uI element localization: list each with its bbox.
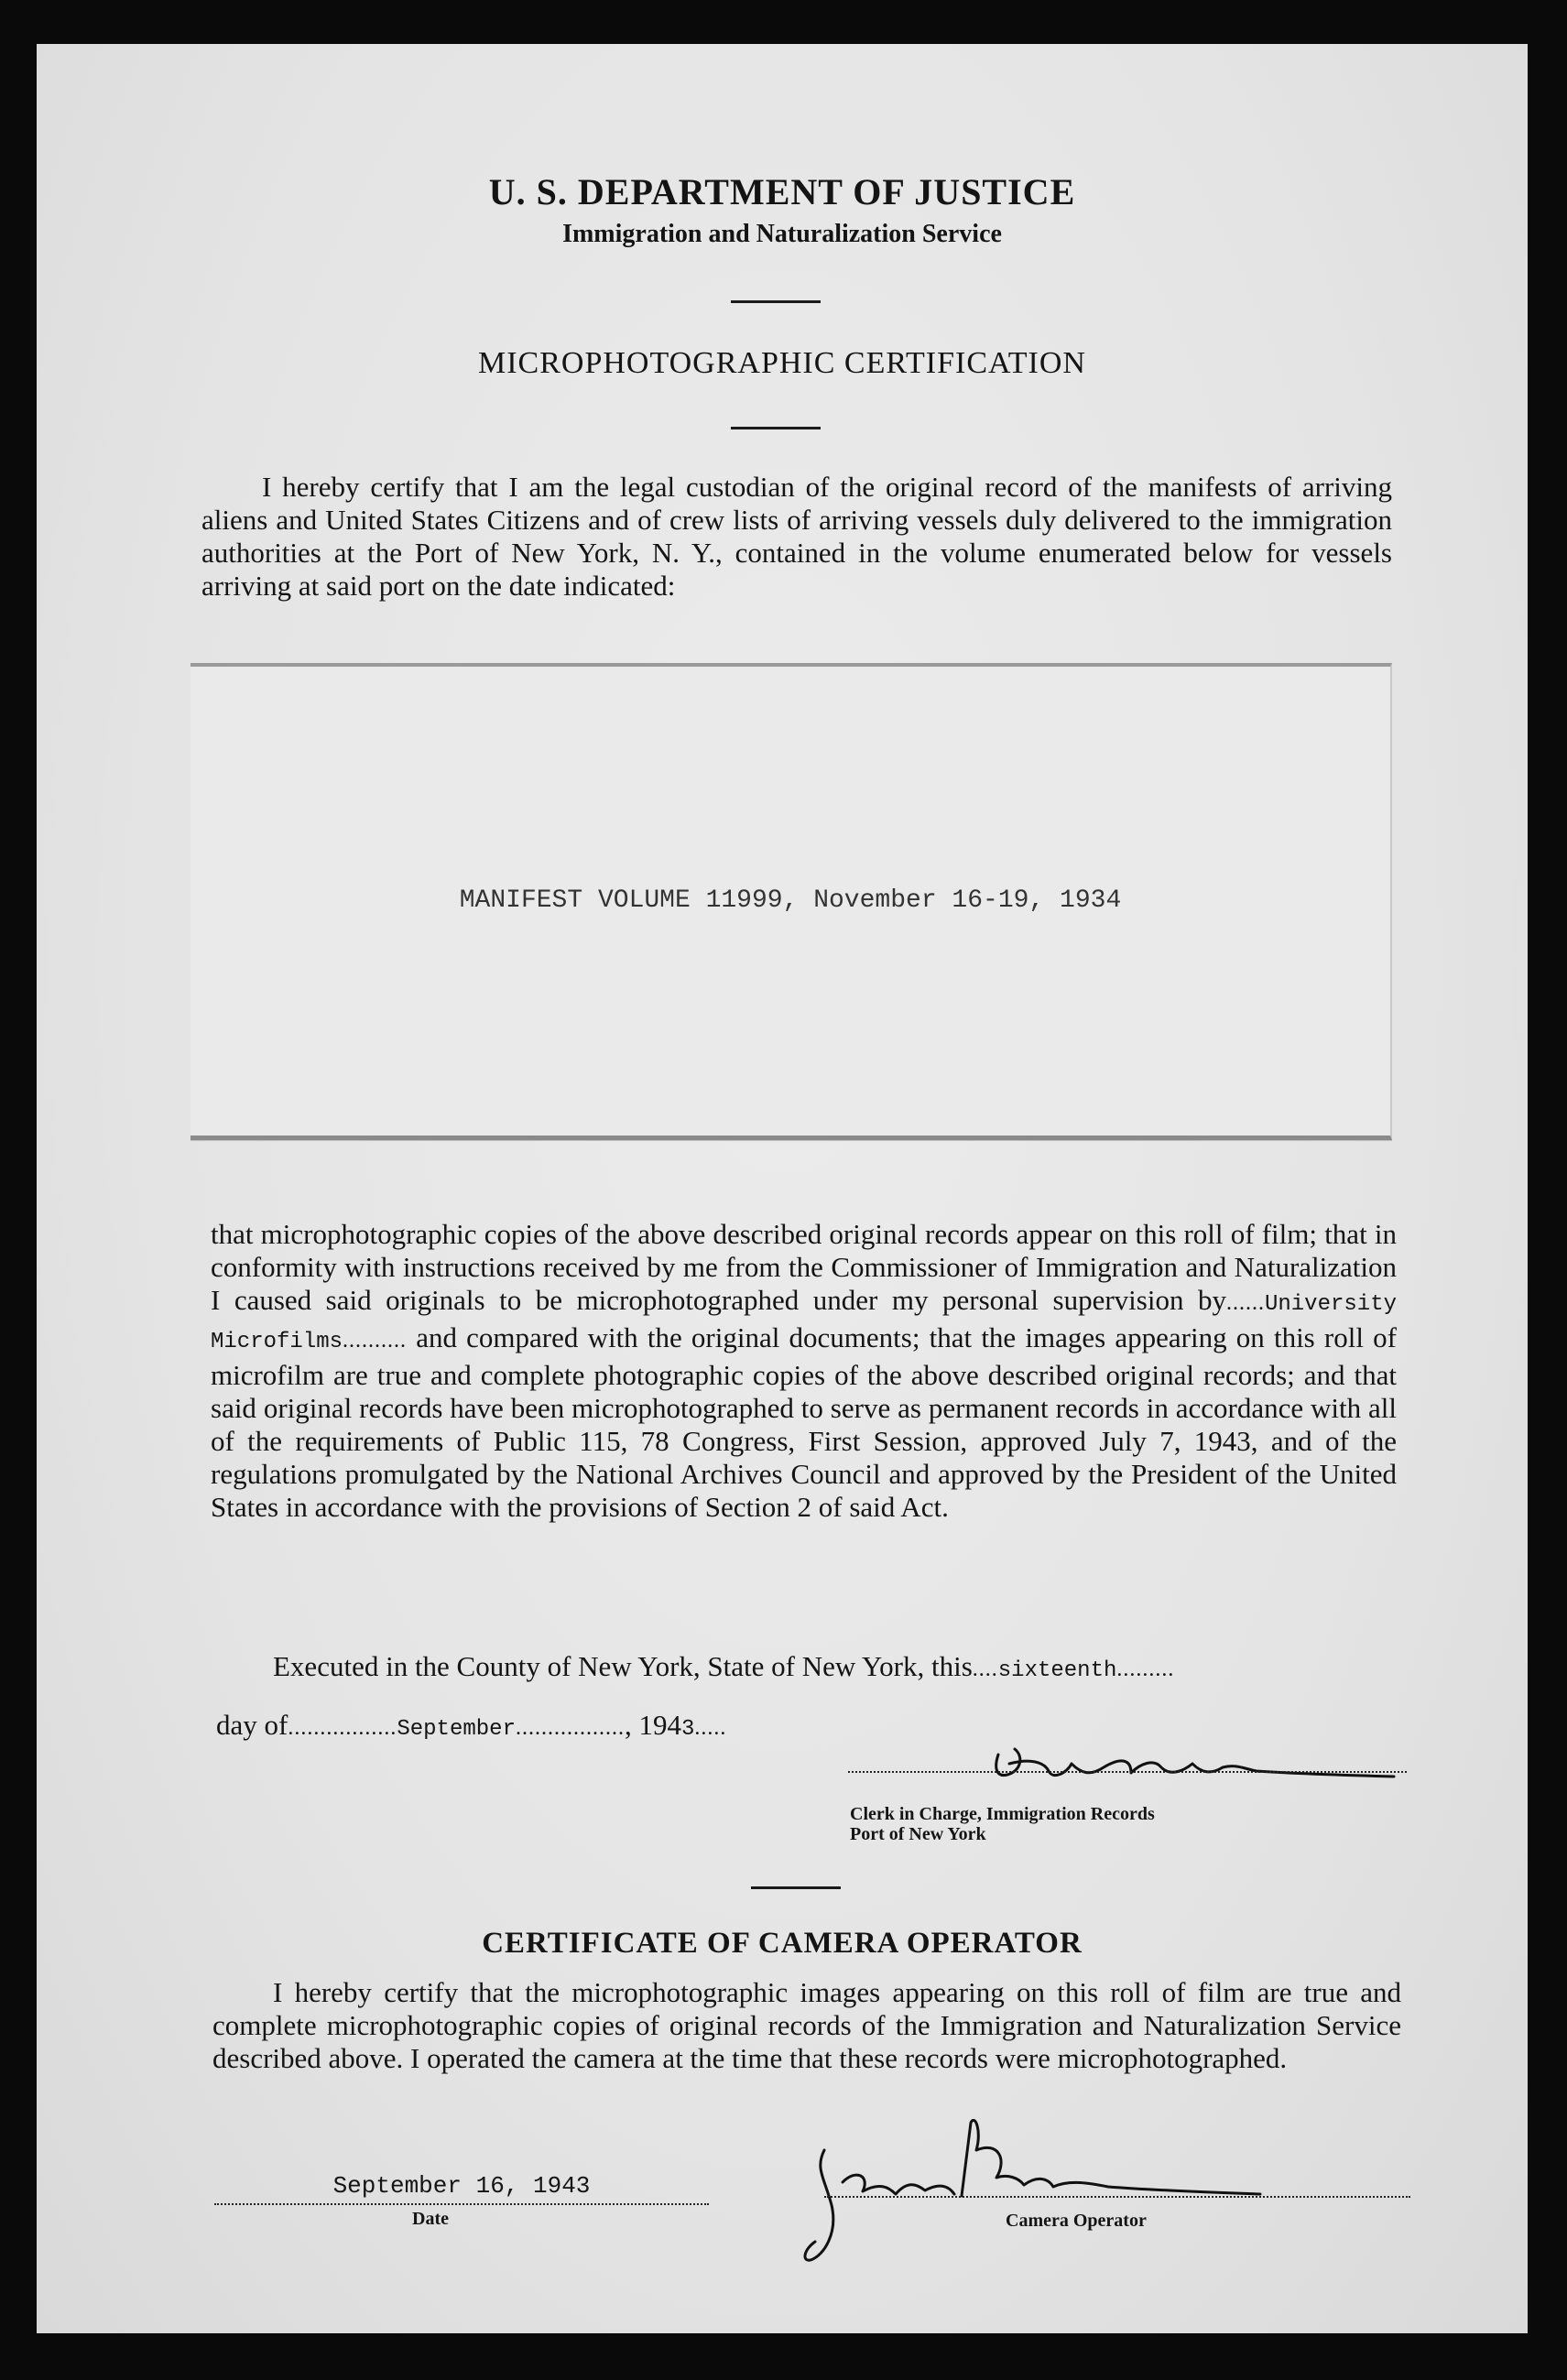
dot-leader: ..... [694, 1716, 727, 1740]
camera-operator-heading: CERTIFICATE OF CAMERA OPERATOR [482, 1927, 1083, 1960]
camera-operator-statement: I hereby certify that the microphotographic images appearing on this roll of film are true and complete microphotographic copies of original records of the Immigration and Naturalization Service described above. I operated the camera at the time that these records were microphotographed. [212, 1976, 1401, 2074]
clerk-signature-line [848, 1771, 1407, 1773]
certificate-page [37, 44, 1528, 2333]
dot-leader: .......... [343, 1329, 408, 1353]
clerk-title [850, 1804, 1155, 1844]
certification-body [211, 1218, 1397, 1524]
date-field [214, 2168, 709, 2205]
typed-year-digit: 3 [680, 1717, 695, 1742]
executed-text: Executed in the County of New York, State of New York, this [273, 1650, 973, 1682]
manifest-volume-text: MANIFEST VOLUME 11999, November 16-19, 1934 [459, 886, 1122, 915]
dot-leader: .... [972, 1657, 998, 1681]
dot-leader: ......... [1116, 1657, 1175, 1681]
department-title: U. S. DEPARTMENT OF JUSTICE [488, 171, 1076, 212]
custodian-statement: I hereby certify that I am the legal custodian of the original record of the manifests of arriving aliens and United States Citizens and of crew lists of arriving vessels duly delivered to the immigration authorities at the Port of New York, N. Y., contained in the volume enumerated below for vessels arriving at said port on the date indicated: [201, 471, 1392, 602]
typed-date: September 16, 1943 [332, 2172, 591, 2200]
dot-leader: ................. [288, 1716, 397, 1740]
divider-rule [731, 300, 821, 303]
dot-leader: ................. [515, 1716, 625, 1740]
executed-line [273, 1650, 1399, 1683]
clerk-title-line: Clerk in Charge, Immigration Records [850, 1804, 1155, 1824]
certificate-title: MICROPHOTOGRAPHIC CERTIFICATION [477, 346, 1086, 380]
divider-rule [731, 427, 821, 429]
volume-slip [190, 663, 1392, 1140]
camera-operator-signature [788, 2095, 1264, 2278]
date-label: Date [412, 2209, 449, 2229]
body-text-after: and compared with the original documents; that the images appearing on this roll of microfilm are true and complete photographic copies of the above described original records; and that said original records have been microphotographed to serve as permanent records in accordance with all of the requirements of Public 115, 78 Congress, First Session, approved July 7, 1943, and of the regulations promulgated by the National Archives Council and approved by the President of the United States in accordance with the provisions of Section 2 of said Act. [211, 1321, 1397, 1523]
day-of-label: day of [216, 1709, 288, 1741]
dot-leader: ...... [1225, 1291, 1265, 1315]
divider-rule [751, 1886, 841, 1889]
body-text-before: that microphotographic copies of the above described original records appear on this roll of film; that in conformity with instructions received by me from the Commissioner of Immigration and Naturalization I caused said originals to be microphotographed under my personal supervision by [211, 1218, 1397, 1316]
clerk-port-line: Port of New York [850, 1824, 986, 1844]
year-prefix: , 194 [624, 1709, 681, 1741]
typed-day: sixteenth [997, 1658, 1117, 1683]
day-of-line [216, 1709, 949, 1742]
service-subtitle: Immigration and Naturalization Service [562, 220, 1002, 248]
clerk-signature [943, 1736, 1401, 1791]
operator-signature-line [824, 2196, 1410, 2198]
typed-month: September [397, 1717, 516, 1742]
typed-filler-name: University Microfilms [211, 1292, 1397, 1354]
camera-operator-label: Camera Operator [1006, 2211, 1147, 2231]
